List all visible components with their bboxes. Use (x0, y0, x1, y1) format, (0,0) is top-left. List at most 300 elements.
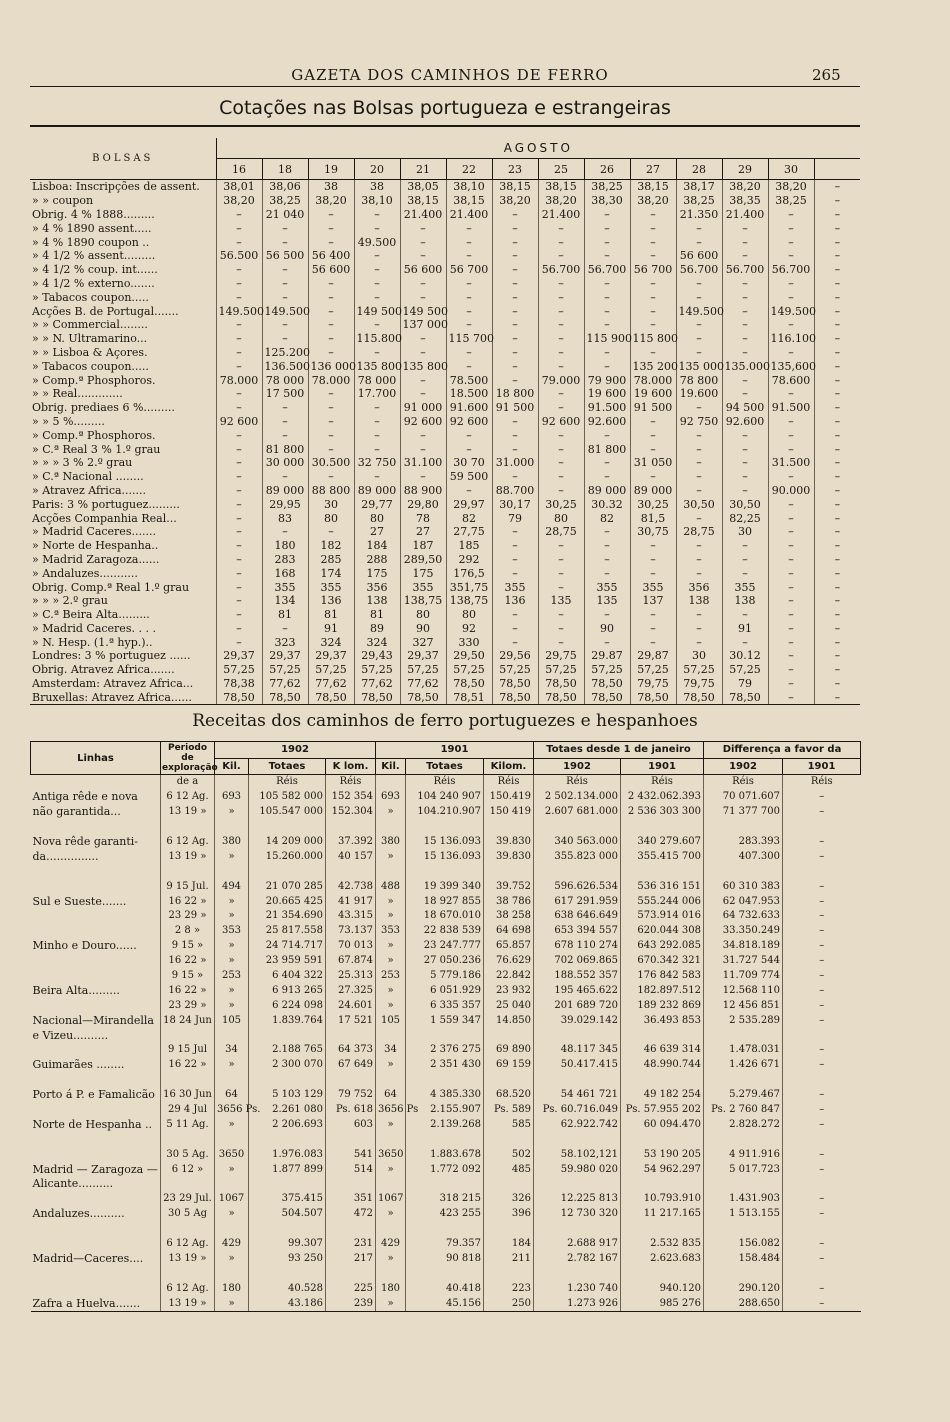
quote-cell: 30.12 (722, 649, 768, 663)
quote-cell: 176,5 (446, 566, 492, 580)
receitas-table (30, 741, 861, 1312)
km-1902 (215, 1028, 249, 1043)
quote-cell: – (538, 221, 584, 235)
quote-cell: 78,50 (584, 690, 630, 704)
diff-1902: 71 377 700 (704, 805, 783, 820)
quote-cell: – (492, 622, 538, 636)
quote-cell: 59 500 (446, 470, 492, 484)
per-km-1901: 250 (484, 1296, 534, 1311)
quote-cell: 82,25 (722, 511, 768, 525)
quote-row (30, 318, 860, 332)
security-name: » » 5 %......... (32, 414, 105, 428)
quote-cell: 175 (400, 566, 446, 580)
quote-row (30, 497, 860, 511)
day-header: 22 (446, 159, 492, 180)
diff-1901: – (783, 1013, 861, 1028)
quote-cell: – (216, 539, 262, 553)
quote-cell: 136 (308, 594, 354, 608)
cumulative-1901: 2 536 303 300 (621, 805, 704, 820)
quote-row (30, 290, 860, 304)
security-name: Amsterdam: Atravez Africa... (32, 677, 194, 691)
quote-cell: – (216, 428, 262, 442)
per-km-1901: 25 040 (484, 998, 534, 1013)
quote-cell: 356 (354, 580, 400, 594)
quote-cell: 92 600 (446, 415, 492, 429)
diff-1902: 5 017.723 (704, 1162, 783, 1177)
quote-cell: 125.200 (262, 346, 308, 360)
period: 30 5 Ag (161, 1207, 215, 1222)
quote-cell: 91 000 (400, 401, 446, 415)
diff-1901 (783, 1028, 861, 1043)
quote-cell: – (768, 566, 814, 580)
quote-cell: 32 750 (354, 456, 400, 470)
day-header: 20 (354, 159, 400, 180)
quote-cell: 135 200 (630, 359, 676, 373)
security-name: » 4 1/2 % externo....... (32, 276, 155, 290)
quote-cell: – (354, 428, 400, 442)
quote-cell: 38,10 (354, 194, 400, 208)
security-name: Obrig. Comp.ª Real 1.º grau (32, 580, 190, 594)
security-name: Obrig. Atravez Africa....... (32, 663, 175, 677)
per-km-1901: 64 698 (484, 924, 534, 939)
per-km-1901: 69 159 (484, 1058, 534, 1073)
quote-cell: – (446, 442, 492, 456)
receipt-row (31, 983, 861, 998)
quote-cell: – (492, 359, 538, 373)
quote-cell: – (354, 249, 400, 263)
security-name: » 4 % 1890 assent..... (32, 221, 152, 235)
quote-cell: 30,50 (722, 497, 768, 511)
quote-cell: 57,25 (308, 663, 354, 677)
diff-1901: – (783, 790, 861, 805)
quote-cell: – (814, 608, 860, 622)
quote-cell: – (216, 401, 262, 415)
quote-cell: – (538, 387, 584, 401)
quote-cell: – (768, 580, 814, 594)
quote-cell: – (814, 401, 860, 415)
quote-cell: 78,50 (446, 677, 492, 691)
cumulative-1902 (534, 1222, 621, 1237)
cumulative-1902: 12 730 320 (534, 1207, 621, 1222)
quote-cell: – (630, 622, 676, 636)
quote-cell: – (814, 290, 860, 304)
km-1902: » (215, 894, 249, 909)
cumulative-1902: 1.230 740 (534, 1281, 621, 1296)
diff-1902: 34.818.189 (704, 939, 783, 954)
per-km-1901 (484, 1177, 534, 1192)
diff-1901: – (783, 1117, 861, 1132)
diff-1902 (704, 1073, 783, 1088)
total-1902: 23 959 591 (249, 954, 326, 969)
quote-cell: – (814, 346, 860, 360)
cumulative-1901: 2 432.062.393 (621, 790, 704, 805)
quote-cell: 91.600 (446, 401, 492, 415)
quote-cell: 17.700 (354, 387, 400, 401)
quote-cell: – (492, 608, 538, 622)
quote-cell: 138 (354, 594, 400, 608)
cumulative-1902: 2 502.134.000 (534, 790, 621, 805)
quote-cell: 135 (584, 594, 630, 608)
journal-title: GAZETA DOS CAMINHOS DE FERRO (291, 66, 609, 84)
quote-cell: – (400, 290, 446, 304)
diff-1902: 1 513.155 (704, 1207, 783, 1222)
per-km-1901: 14.850 (484, 1013, 534, 1028)
quote-cell: 175 (354, 566, 400, 580)
km-1901: 253 (376, 969, 406, 984)
quote-cell: 116.100 (768, 332, 814, 346)
receipt-row (31, 1058, 861, 1073)
quote-cell: 285 (308, 553, 354, 567)
security-name: » 4 1/2 % coup. int...... (32, 263, 158, 277)
quote-cell: 79,75 (630, 677, 676, 691)
per-km-1902: Ps. 618 (326, 1103, 376, 1118)
unit-reis: Réis (534, 775, 621, 790)
quote-cell: 91.500 (584, 401, 630, 415)
bolsas-corner: BOLSAS (30, 138, 216, 180)
km-1901: » (376, 894, 406, 909)
quote-cell: – (814, 690, 860, 704)
quote-cell: – (630, 608, 676, 622)
day-header: 25 (538, 159, 584, 180)
per-km-1902 (326, 1073, 376, 1088)
quote-cell: – (768, 428, 814, 442)
quote-cell: 78,50 (722, 690, 768, 704)
line-name (31, 1281, 161, 1296)
per-km-1902 (326, 864, 376, 879)
diff-1901: – (783, 969, 861, 984)
total-1902: 375.415 (249, 1192, 326, 1207)
quote-cell: – (308, 346, 354, 360)
quote-cell: – (768, 635, 814, 649)
quote-cell: – (722, 442, 768, 456)
quote-cell: 288 (354, 553, 400, 567)
line-name (31, 969, 161, 984)
period: 18 24 Jun (161, 1013, 215, 1028)
per-km-1902: 152.304 (326, 805, 376, 820)
quote-cell: – (814, 235, 860, 249)
km-1902 (215, 1222, 249, 1237)
cumulative-1901: 10.793.910 (621, 1192, 704, 1207)
receipt-row (31, 1222, 861, 1237)
per-km-1902: 43.315 (326, 909, 376, 924)
quote-cell: 29,50 (446, 649, 492, 663)
quote-cell: – (354, 277, 400, 291)
quote-cell: 78,50 (400, 690, 446, 704)
day-header: 29 (722, 159, 768, 180)
quote-cell: – (354, 290, 400, 304)
quote-row (30, 415, 860, 429)
quote-cell: – (216, 442, 262, 456)
security-name: Acções Companhia Real... (32, 511, 177, 525)
diff-1901: – (783, 1103, 861, 1118)
km-1902: » (215, 1058, 249, 1073)
sub-kilom: Kilom. (484, 758, 534, 775)
quote-cell: – (262, 290, 308, 304)
quote-cell: – (768, 221, 814, 235)
quote-cell: – (538, 539, 584, 553)
bolsas-title-rule (30, 125, 860, 127)
quote-cell: 115 900 (584, 332, 630, 346)
diff-1902: 11.709 774 (704, 969, 783, 984)
quote-cell: 82 (446, 511, 492, 525)
quote-cell: 21.350 (676, 208, 722, 222)
quote-cell: 323 (262, 635, 308, 649)
security-name: » Tabacos coupon..... (32, 290, 149, 304)
cumulative-1901 (621, 864, 704, 879)
cumulative-1901: 182.897.512 (621, 983, 704, 998)
quote-cell: 92.600 (722, 415, 768, 429)
total-1902 (249, 864, 326, 879)
quote-cell: – (308, 442, 354, 456)
security-name: Obrig. 4 % 1888......... (32, 207, 155, 221)
quote-cell: – (216, 290, 262, 304)
per-km-1901 (484, 864, 534, 879)
per-km-1902: 603 (326, 1117, 376, 1132)
receipt-row (31, 1028, 861, 1043)
quote-cell: – (676, 318, 722, 332)
km-1901: 1067 (376, 1192, 406, 1207)
total-1901: 18 670.010 (406, 909, 484, 924)
km-1901 (376, 1177, 406, 1192)
quote-cell: – (630, 566, 676, 580)
diff-1902 (704, 1132, 783, 1147)
quote-cell: – (814, 622, 860, 636)
quote-cell: 77,62 (354, 677, 400, 691)
total-1902: 14 209 000 (249, 835, 326, 850)
per-km-1901: 326 (484, 1192, 534, 1207)
quote-cell: – (538, 318, 584, 332)
security-name: » 4 % 1890 coupon .. (32, 235, 150, 249)
quote-cell: – (768, 663, 814, 677)
quote-cell: – (630, 470, 676, 484)
quote-cell: – (354, 470, 400, 484)
total-1901: 104.210.907 (406, 805, 484, 820)
quote-row (30, 594, 860, 608)
cumulative-1901: Ps. 57.955 202 (621, 1103, 704, 1118)
total-1902: 43.186 (249, 1296, 326, 1311)
quote-cell: – (630, 415, 676, 429)
quote-cell: 56.700 (722, 263, 768, 277)
diff-1902: 407.300 (704, 849, 783, 864)
diff-1901 (783, 864, 861, 879)
quote-row (30, 332, 860, 346)
km-1901: » (376, 1296, 406, 1311)
quote-cell: 92.600 (584, 415, 630, 429)
period: 30 5 Ag. (161, 1147, 215, 1162)
period: 6 12 » (161, 1162, 215, 1177)
quote-cell: 38,15 (446, 194, 492, 208)
quote-cell: 92 600 (538, 415, 584, 429)
quote-cell: 56 600 (676, 249, 722, 263)
quote-cell: – (584, 318, 630, 332)
cumulative-1902: 2.688 917 (534, 1237, 621, 1252)
quote-cell: – (492, 263, 538, 277)
quote-cell: 78,50 (584, 677, 630, 691)
km-1901 (376, 1073, 406, 1088)
quote-cell: 78,50 (492, 677, 538, 691)
quote-cell: 31.000 (492, 456, 538, 470)
km-1902: » (215, 849, 249, 864)
quote-cell: 89 000 (630, 484, 676, 498)
quote-cell: 30.500 (308, 456, 354, 470)
quote-cell: 57,25 (538, 663, 584, 677)
total-1901: 22 838 539 (406, 924, 484, 939)
quote-row (30, 470, 860, 484)
quote-row (30, 249, 860, 263)
quote-cell: – (492, 442, 538, 456)
diff-1901: – (783, 1237, 861, 1252)
quote-cell: – (216, 608, 262, 622)
day-header: 28 (676, 159, 722, 180)
quote-cell: 77,62 (400, 677, 446, 691)
quote-cell: – (538, 401, 584, 415)
day-header: 26 (584, 159, 630, 180)
period (161, 820, 215, 835)
per-km-1902 (326, 1132, 376, 1147)
km-1902 (215, 820, 249, 835)
quote-cell: – (768, 415, 814, 429)
line-name: Nacional—Mirandella (32, 1013, 154, 1027)
diff-1902: Ps. 2 760 847 (704, 1103, 783, 1118)
km-1901: 180 (376, 1281, 406, 1296)
quote-row (30, 277, 860, 291)
quote-cell: – (308, 290, 354, 304)
quote-cell: – (814, 180, 860, 194)
quote-cell: – (216, 580, 262, 594)
total-1901: 6 335 357 (406, 998, 484, 1013)
per-km-1902: 472 (326, 1207, 376, 1222)
line-name (31, 924, 161, 939)
km-1901: » (376, 1117, 406, 1132)
cumulative-1902 (534, 820, 621, 835)
quote-cell: – (630, 428, 676, 442)
quote-row (30, 304, 860, 318)
quote-cell: 135 (538, 594, 584, 608)
period (161, 1028, 215, 1043)
quote-cell: 81,5 (630, 511, 676, 525)
receipt-row (31, 969, 861, 984)
quote-cell: – (446, 359, 492, 373)
quote-row (30, 622, 860, 636)
quote-row (30, 208, 860, 222)
quote-cell: 149.500 (676, 304, 722, 318)
quote-cell: – (492, 415, 538, 429)
km-1902: » (215, 1252, 249, 1267)
cumulative-1901 (621, 1222, 704, 1237)
quote-cell: 30 (308, 497, 354, 511)
per-km-1902: 67.874 (326, 954, 376, 969)
km-1901: » (376, 1207, 406, 1222)
quote-cell: – (814, 442, 860, 456)
quote-cell: 80 (538, 511, 584, 525)
quote-cell: – (216, 594, 262, 608)
quote-cell: 292 (446, 553, 492, 567)
quote-cell: 90 (400, 622, 446, 636)
quote-cell: 78,50 (492, 690, 538, 704)
quote-cell: – (492, 553, 538, 567)
line-name (31, 1237, 161, 1252)
cumulative-1901: 2.532 835 (621, 1237, 704, 1252)
quote-cell: 78.000 (630, 373, 676, 387)
quote-cell: 29,37 (400, 649, 446, 663)
quote-cell: 57,25 (630, 663, 676, 677)
quote-cell: – (768, 208, 814, 222)
quote-cell: 38,15 (492, 180, 538, 194)
quote-cell: 19 600 (584, 387, 630, 401)
diff-1902: 5.279.467 (704, 1088, 783, 1103)
quote-cell: – (262, 332, 308, 346)
receipt-row (31, 879, 861, 894)
quote-cell: – (216, 235, 262, 249)
quote-cell: – (722, 290, 768, 304)
total-1901: 18 927 855 (406, 894, 484, 909)
cumulative-1901: 54 962.297 (621, 1162, 704, 1177)
quote-cell: 29.87 (584, 649, 630, 663)
total-1901 (406, 820, 484, 835)
km-1902: 494 (215, 879, 249, 894)
total-1901: 423 255 (406, 1207, 484, 1222)
cumulative-1901: 643 292.085 (621, 939, 704, 954)
quote-row (30, 180, 860, 194)
diff-1901: – (783, 909, 861, 924)
cumulative-1901: 340 279.607 (621, 835, 704, 850)
per-km-1901: 184 (484, 1237, 534, 1252)
quote-cell: 38,20 (630, 194, 676, 208)
quote-cell: 149.500 (216, 304, 262, 318)
security-name: » Madrid Caceres. . . . (32, 621, 156, 635)
km-1901 (376, 1028, 406, 1043)
security-name: » Atravez Africa....... (32, 483, 147, 497)
quote-cell: – (768, 497, 814, 511)
quote-cell: – (814, 566, 860, 580)
quote-cell: – (768, 442, 814, 456)
cumulative-1902: 2.782 167 (534, 1252, 621, 1267)
period: 9 15 Jul (161, 1043, 215, 1058)
total-1902: 1.877 899 (249, 1162, 326, 1177)
diff-1901: – (783, 1281, 861, 1296)
cumulative-1902 (534, 1132, 621, 1147)
quote-cell: 88 900 (400, 484, 446, 498)
quote-cell: 79,75 (676, 677, 722, 691)
total-1901: 79.357 (406, 1237, 484, 1252)
quote-row (30, 373, 860, 387)
quote-cell: – (630, 208, 676, 222)
diff-1901: – (783, 1043, 861, 1058)
quote-cell: – (676, 332, 722, 346)
receipt-row (31, 954, 861, 969)
km-1901: 353 (376, 924, 406, 939)
cumulative-1902: 653 394 557 (534, 924, 621, 939)
quote-cell: 19.600 (676, 387, 722, 401)
quote-cell: – (354, 221, 400, 235)
km-1902: » (215, 1207, 249, 1222)
line-name: Norte de Hespanha .. (32, 1117, 153, 1131)
km-1901: 380 (376, 835, 406, 850)
quote-cell: 57,25 (722, 663, 768, 677)
quote-cell: – (216, 221, 262, 235)
diff-1902: 70 071.607 (704, 790, 783, 805)
quote-cell: – (630, 290, 676, 304)
diff-1902: 12.568 110 (704, 983, 783, 998)
quote-row (30, 387, 860, 401)
quote-cell: – (492, 428, 538, 442)
quote-cell: – (400, 249, 446, 263)
quote-cell: 91 (722, 622, 768, 636)
quote-cell: – (722, 304, 768, 318)
quote-cell: 327 (400, 635, 446, 649)
line-name: Nova rêde garanti- (32, 835, 138, 848)
total-1902: 504.507 (249, 1207, 326, 1222)
